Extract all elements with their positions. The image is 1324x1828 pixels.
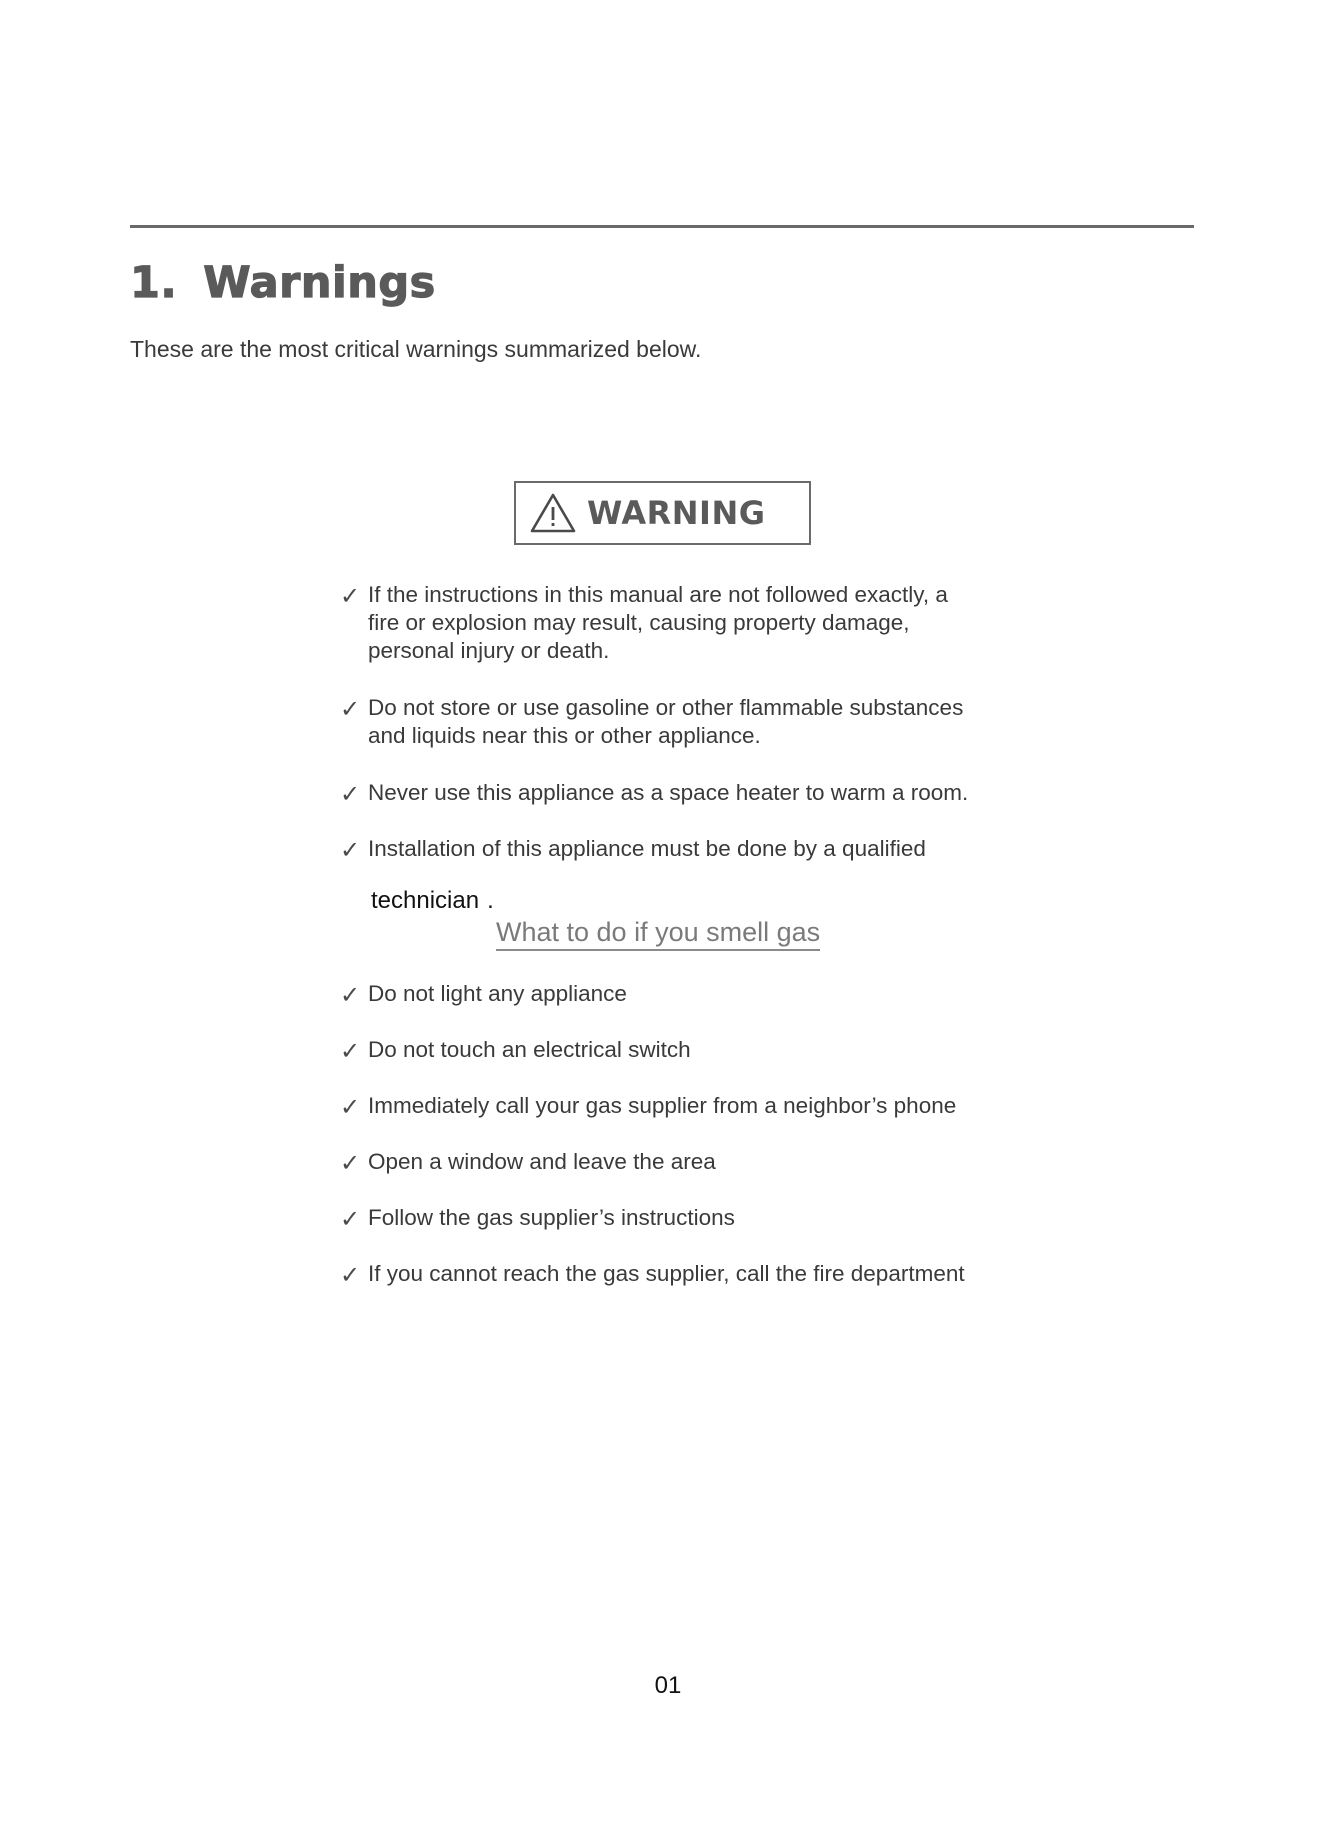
warning-label: WARNING — [587, 494, 766, 532]
check-icon: ✓ — [340, 1038, 361, 1065]
gas-step-text: Open a window and leave the area — [368, 1149, 716, 1174]
warning-box — [514, 481, 811, 545]
list-item — [340, 980, 627, 1010]
check-icon: ✓ — [340, 696, 361, 723]
check-icon: ✓ — [340, 1150, 361, 1177]
check-icon: ✓ — [340, 1262, 361, 1289]
check-icon: ✓ — [340, 1206, 361, 1233]
warning-triangle-icon — [529, 492, 577, 534]
list-item — [340, 1260, 965, 1290]
gas-step-text: Do not light any appliance — [368, 981, 627, 1006]
technician-period: . — [487, 887, 494, 914]
intro-text: These are the most critical warnings summarized below. — [130, 336, 702, 362]
check-icon: ✓ — [340, 583, 361, 610]
check-icon: ✓ — [340, 837, 361, 864]
list-item — [340, 1148, 716, 1178]
section-title: Warnings — [203, 258, 436, 308]
list-item — [340, 581, 948, 665]
check-icon: ✓ — [340, 1094, 361, 1121]
warning-text: If the instructions in this manual are not followed exactly, a fire or explosion may result, causing property damage, personal injury or death. — [368, 582, 948, 663]
gas-step-text: Follow the gas supplier’s instructions — [368, 1205, 735, 1230]
top-divider — [130, 225, 1194, 228]
list-item — [340, 779, 968, 809]
gas-step-text: If you cannot reach the gas supplier, call the fire department — [368, 1261, 965, 1286]
check-icon: ✓ — [340, 781, 361, 808]
warning-text: Installation of this appliance must be done by a qualified — [368, 836, 926, 861]
warning-text: Never use this appliance as a space heater to warm a room. — [368, 780, 969, 805]
warning-text: Do not store or use gasoline or other flammable substances and liquids near this or other appliance. — [368, 695, 964, 748]
gas-subheading: What to do if you smell gas — [496, 917, 820, 951]
list-item — [340, 1092, 956, 1122]
section-number: 1. — [130, 258, 178, 308]
technician-word: technician — [371, 887, 480, 914]
list-item — [340, 835, 926, 865]
technician-line — [371, 887, 494, 915]
page-number: 01 — [654, 1672, 682, 1699]
gas-step-text: Do not touch an electrical switch — [368, 1037, 691, 1062]
gas-step-text: Immediately call your gas supplier from a neighbor’s phone — [368, 1093, 957, 1118]
check-icon: ✓ — [340, 982, 361, 1009]
list-item — [340, 694, 963, 750]
section-heading — [130, 258, 436, 308]
list-item — [340, 1036, 691, 1066]
list-item — [340, 1204, 735, 1234]
